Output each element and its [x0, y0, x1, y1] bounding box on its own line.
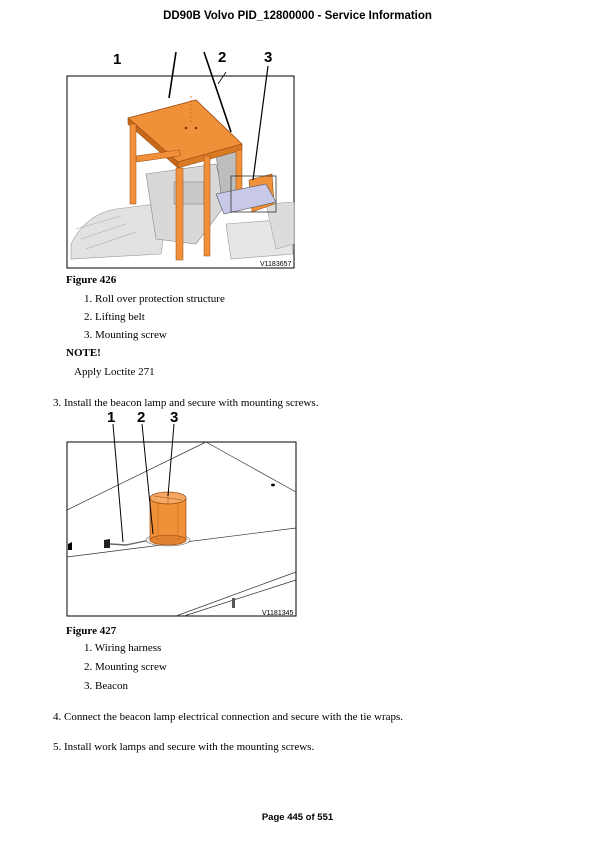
figure-426-item-1: 1. Roll over protection structure [84, 293, 225, 305]
figure-426-caption: Figure 426 [66, 274, 117, 286]
note-text: Apply Loctite 271 [74, 366, 155, 378]
figure-427-caption: Figure 427 [66, 625, 117, 637]
step-5-text: 5. Install work lamps and secure with the mounting screws. [53, 741, 315, 753]
page-header-title: DD90B Volvo PID_12800000 - Service Information [163, 10, 432, 22]
callout-2: 2 [137, 409, 146, 426]
figure-426-item-2: 2. Lifting belt [84, 311, 145, 323]
figure-427-image [66, 409, 298, 620]
rops-illustration [66, 44, 296, 272]
callout-3: 3 [170, 409, 179, 426]
callout-1: 1 [107, 409, 116, 426]
beacon-illustration [66, 412, 298, 620]
figure-code: V1183657 [260, 261, 292, 268]
note-label: NOTE! [66, 347, 101, 359]
page-number-footer: Page 445 of 551 [261, 812, 334, 823]
step-4-text: 4. Connect the beacon lamp electrical connection and secure with the tie wraps. [53, 711, 404, 723]
figure-427-item-2: 2. Mounting screw [84, 661, 167, 673]
figure-code: V1181345 [262, 610, 294, 617]
figure-427-item-1: 1. Wiring harness [84, 642, 162, 654]
callout-3: 3 [264, 49, 273, 66]
figure-427-item-3: 3. Beacon [84, 680, 128, 692]
callout-2: 2 [218, 49, 227, 66]
figure-426-item-3: 3. Mounting screw [84, 329, 167, 341]
step-3-text: 3. Install the beacon lamp and secure with mounting screws. [53, 397, 319, 409]
figure-426-image [66, 44, 296, 272]
callout-1: 1 [113, 51, 122, 68]
